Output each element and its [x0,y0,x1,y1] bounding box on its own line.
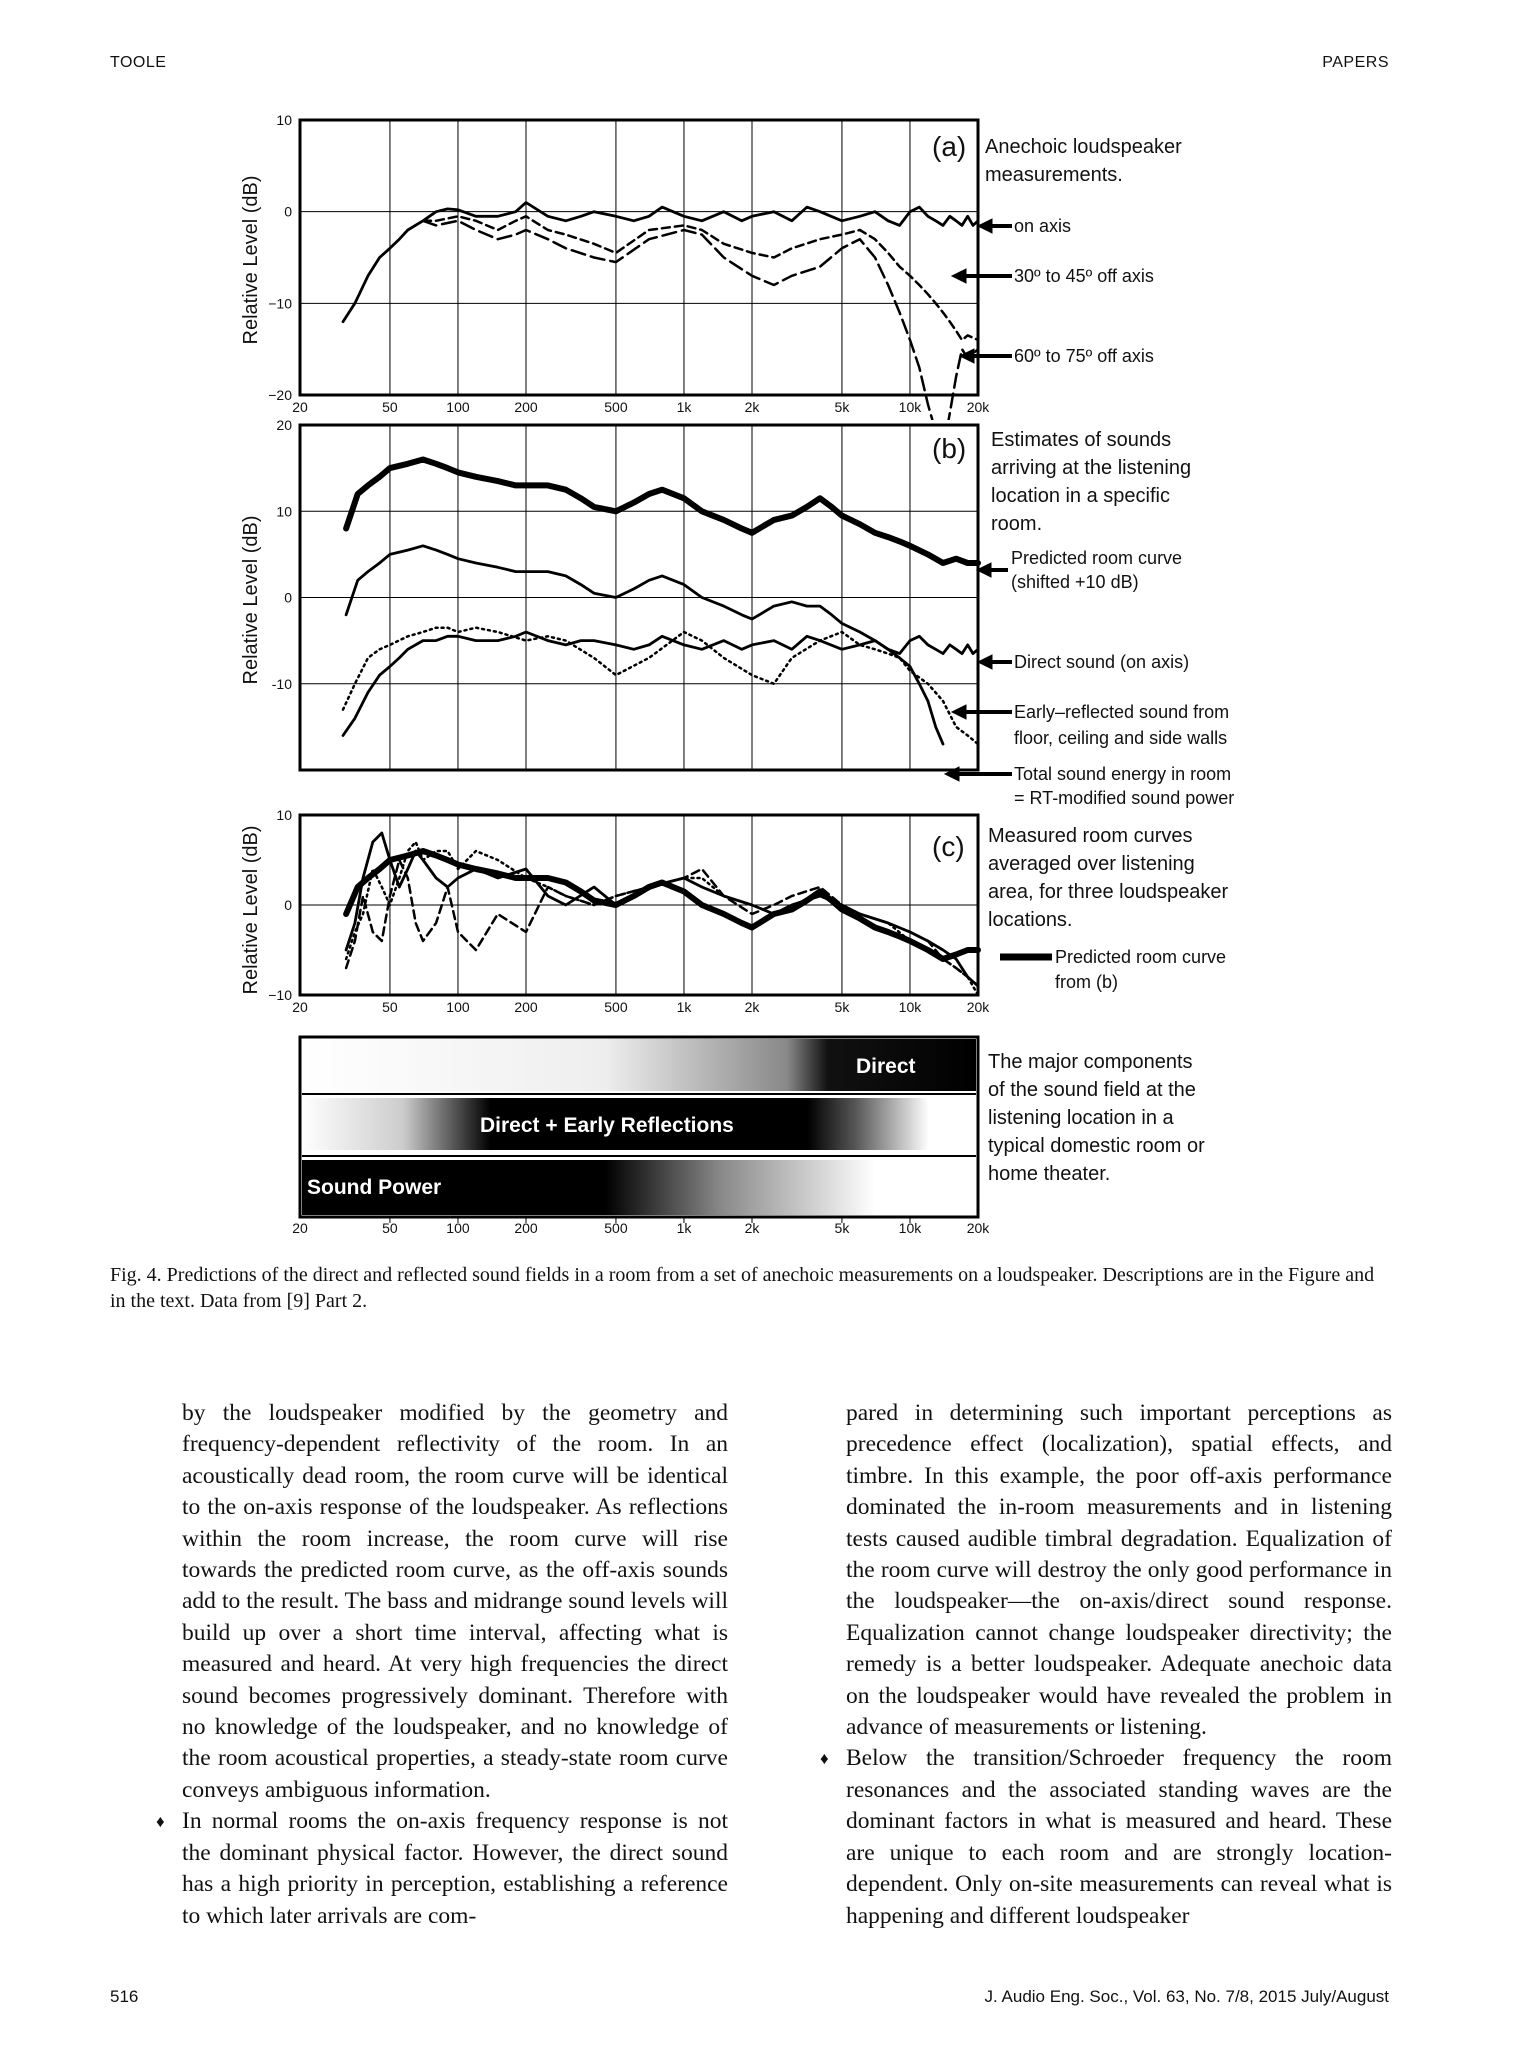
chart-series [343,203,978,996]
panel-b-series [343,460,978,745]
right-paragraph: pared in determining such important perceptions as precedence effect (localization), spatial effects, and timbre. In this example, the poor off-axis performance dominated the in-room measurements and in listening tests caused audible timbral degradation. Equalization of the room curve will destroy the only good performance in the loudspeaker—the on-axis/direct sound response. Equalization cannot change loudspeaker directivity; the remedy is a better loudspeaker. Adequate anechoic data on the loudspeaker would have revealed the problem in advance of measurements or listening. [846,1400,1392,1741]
x-tick-label: 50 [382,399,398,415]
x-tick-label: 1k [676,399,692,415]
arrow-a-on-axis [978,219,1012,233]
x-tick-label: 20 [292,399,308,415]
x-tick-label: 500 [604,999,628,1015]
body-column-right [820,1398,1392,1932]
x-tick-label: 200 [514,999,538,1015]
x-tick-label: 2k [744,399,760,415]
panel-c-series [346,833,978,995]
panel-c-label: (c) [932,831,965,862]
journal-citation: J. Audio Eng. Soc., Vol. 63, No. 7/8, 2015 July/August [984,1987,1389,2006]
bullet-diamond-icon: ♦ [156,1812,165,1832]
series-line-c-3 [346,842,978,995]
x-tick-label: 500 [604,1220,628,1236]
page-number: 516 [110,1987,139,2006]
ann-b-early1: Early–reflected sound from [1014,702,1230,722]
x-tick-label: 20k [966,999,990,1015]
y-tick-label: 10 [276,807,292,823]
right-bullet-item [820,1743,1392,1931]
ann-c-l4: locations. [988,909,1073,931]
ann-b-l2: arriving at the listening [991,457,1192,479]
x-tick-label: 100 [446,1220,470,1236]
ann-b-pred1: Predicted room curve [1011,548,1183,568]
y-tick-label: 10 [276,112,292,128]
panel-c-ylabel: Relative Level (dB) [240,825,262,995]
ann-a-30-45: 30º to 45º off axis [1014,266,1154,286]
x-tick-label: 1k [676,999,692,1015]
x-tick-label: 20k [966,1220,990,1236]
ann-c-l1: Measured room curves [988,825,1193,847]
band-direct-label: Direct [856,1055,916,1078]
ann-a-title2: measurements. [985,164,1123,186]
body-column-left [156,1398,728,1932]
ann-b-total1: Total sound energy in room [1014,764,1232,784]
y-tick-label: −10 [268,295,292,312]
x-tick-label: 50 [382,1220,398,1236]
ann-b-l4: room. [991,513,1043,535]
x-tick-label: 2k [744,1220,760,1236]
ann-d-l1: The major components [988,1051,1193,1073]
x-tick-label: 200 [514,399,538,415]
x-tick-label: 100 [446,999,470,1015]
ann-c-l3: area, for three loudspeaker [988,881,1229,903]
series-line-c-2 [346,860,978,986]
panel-b-ylabel: Relative Level (dB) [240,515,262,685]
ann-b-l1: Estimates of sounds [991,429,1172,451]
y-tick-label: 10 [276,503,292,520]
ann-b-pred2: (shifted +10 dB) [1011,572,1139,592]
x-tick-label: 50 [382,999,398,1015]
panel-d-frame [292,1217,990,1236]
ann-d-l5: home theater. [988,1163,1111,1185]
ann-c-pred2: from (b) [1055,972,1118,992]
x-tick-label: 20k [966,399,990,415]
panel-a-series [343,203,978,451]
y-tick-label: 20 [276,417,292,433]
x-tick-label: 200 [514,1220,538,1236]
y-tick-label: −10 [268,987,292,1003]
y-tick-label: 0 [284,897,292,913]
y-tick-label: 0 [284,203,292,220]
panel-a-label: (a) [932,131,967,162]
x-tick-label: 10k [898,399,922,415]
ann-d-l3: listening location in a [988,1107,1174,1129]
x-tick-label: 5k [834,399,850,415]
x-tick-label: 10k [898,1220,922,1236]
running-header-author: TOOLE [110,54,167,71]
ann-b-l3: location in a specific [991,485,1170,507]
band-direct-early-label: Direct + Early Reflections [480,1114,734,1137]
y-tick-label: 0 [284,589,292,606]
arrow-a-60-75 [960,349,1012,363]
x-tick-label: 5k [834,999,850,1015]
y-tick-label: -10 [271,675,292,692]
arrow-b-early [952,705,1012,719]
arrow-a-30-45 [952,269,1012,283]
x-tick-label: 5k [834,1220,850,1236]
x-tick-label: 20 [292,1220,308,1236]
arrow-b-direct [978,655,1012,669]
band-sound-power-label: Sound Power [307,1176,442,1199]
x-tick-label: 2k [744,999,760,1015]
ann-d-l4: typical domestic room or [988,1135,1205,1157]
x-tick-label: 100 [446,399,470,415]
arrow-b-pred [977,563,1008,577]
right-bullet-text: Below the transition/Schroeder frequency the room resonances and the associated standing waves are the dominant factors in what is measured and heard. These are unique to each room and are strongly location-dependent. Only on-site measurements can reveal what is happening and different loudspeaker [846,1745,1392,1929]
ann-a-60-75: 60º to 75º off axis [1014,346,1154,366]
y-tick-label: −20 [268,387,292,403]
x-tick-label: 10k [898,999,922,1015]
ann-d-l2: of the sound field at the [988,1079,1196,1101]
annotations [985,136,1234,1185]
ann-c-l2: averaged over listening [988,853,1195,875]
x-tick-label: 20 [292,999,308,1015]
figure-caption: Fig. 4. Predictions of the direct and reflected sound fields in a room from a set of anechoic measurements on a loudspeaker. Descriptions are in the Figure and in the text. Data from [9] Part 2. [110,1264,1375,1312]
ann-a-on-axis: on axis [1014,216,1072,236]
running-header-section: PAPERS [1322,54,1389,71]
x-tick-label: 500 [604,399,628,415]
ann-a-title: Anechoic loudspeaker [985,136,1182,158]
ann-b-early2: floor, ceiling and side walls [1014,728,1228,748]
ann-b-direct: Direct sound (on axis) [1014,652,1190,672]
left-bullet-item [156,1806,728,1932]
ann-b-total2: = RT-modified sound power [1014,788,1235,808]
left-bullet-text: In normal rooms the on-axis frequency response is not the dominant physical factor. However, the direct sound has a high priority in perception, establishing a reference to which later arrivals are com- [182,1808,728,1929]
series-line-a-2 [423,221,978,450]
panel-b-label: (b) [932,433,967,464]
bullet-diamond-icon: ♦ [820,1749,829,1769]
x-tick-label: 1k [676,1220,692,1236]
panel-d-bands [300,1037,978,1217]
left-paragraph: by the loudspeaker modified by the geometry and frequency-dependent reflectivity of the room. In an acoustically dead room, the room curve will be identical to the on-axis response of the loudspeaker. As reflections within the room increase, the room curve will rise towards the predicted room curve, as the off-axis sounds add to the result. The bass and midrange sound levels will build up over a short time interval, affecting what is measured and heard. At very high frequencies the direct sound becomes progressively dominant. Therefore with no knowledge of the loudspeaker, and no knowledge of the room acoustical properties, a steady-state room curve conveys ambiguous information. [182,1400,728,1803]
ann-c-pred1: Predicted room curve [1055,947,1227,967]
panel-a-ylabel: Relative Level (dB) [240,175,262,345]
